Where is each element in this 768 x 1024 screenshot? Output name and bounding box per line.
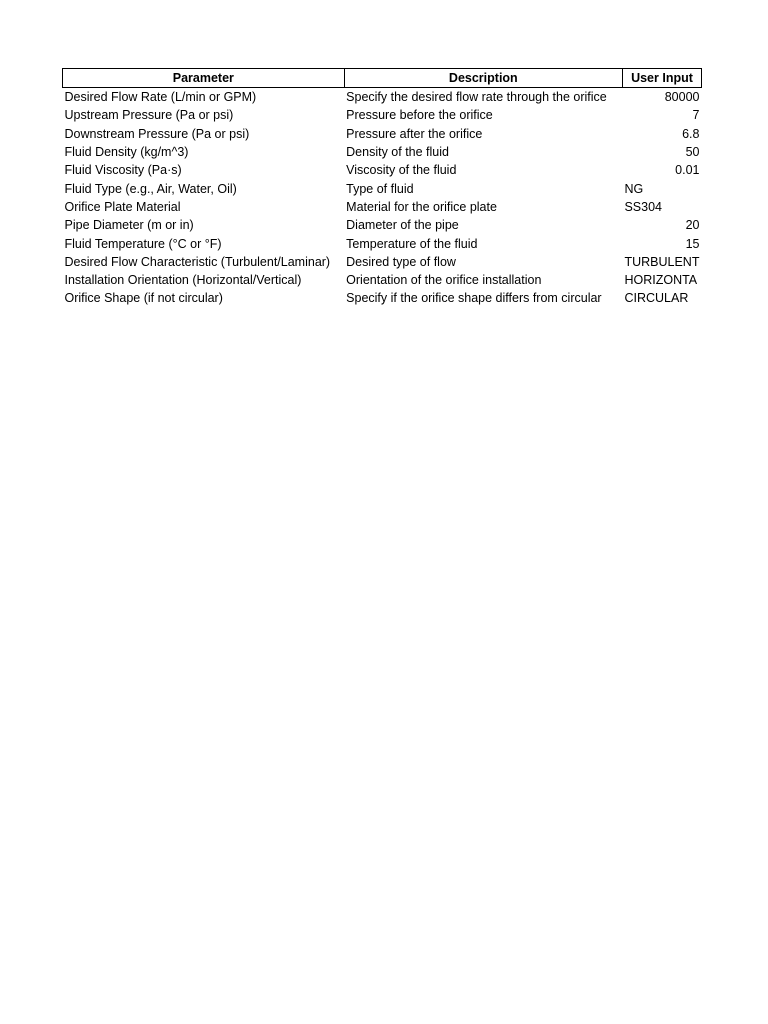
cell-user-input: 7	[692, 108, 700, 123]
cell-parameter: Fluid Type (e.g., Air, Water, Oil)	[64, 181, 237, 196]
cell-parameter: Upstream Pressure (Pa or psi)	[64, 108, 234, 123]
cell-description: Material for the orifice plate	[346, 199, 497, 214]
cell-user-input: 80000	[664, 90, 700, 105]
cell-description: Density of the fluid	[346, 145, 449, 160]
header-parameter: Parameter	[63, 69, 345, 88]
cell-parameter: Desired Flow Rate (L/min or GPM)	[64, 90, 257, 105]
table-header-row	[63, 69, 702, 88]
cell-parameter: Fluid Viscosity (Pa·s)	[64, 163, 182, 178]
table-row	[63, 253, 702, 271]
cell-user-input: TURBULENT	[624, 254, 700, 269]
cell-parameter: Orifice Shape (if not circular)	[64, 291, 223, 306]
spreadsheet-page	[62, 68, 702, 308]
cell-parameter: Downstream Pressure (Pa or psi)	[64, 126, 250, 141]
cell-parameter: Orifice Plate Material	[64, 199, 181, 214]
cell-user-input: 50	[685, 145, 700, 160]
cell-user-input: 15	[685, 236, 700, 251]
table-row	[63, 234, 702, 252]
cell-parameter: Fluid Density (kg/m^3)	[64, 145, 189, 160]
table-row	[63, 88, 702, 107]
table-row	[63, 179, 702, 197]
cell-user-input: 0.01	[675, 163, 700, 178]
cell-parameter: Pipe Diameter (m or in)	[64, 218, 194, 233]
cell-description: Viscosity of the fluid	[346, 163, 457, 178]
header-user-input: User Input	[622, 69, 701, 88]
table-row	[63, 161, 702, 179]
table-row	[63, 143, 702, 161]
cell-parameter: Fluid Temperature (°C or °F)	[64, 236, 222, 251]
cell-user-input: NG	[624, 181, 644, 196]
table-row	[63, 289, 702, 307]
cell-description: Specify the desired flow rate through the orifice	[346, 90, 607, 105]
header-description: Description	[344, 69, 622, 88]
parameter-table	[62, 68, 702, 308]
cell-description: Pressure before the orifice	[346, 108, 493, 123]
cell-user-input: SS304	[624, 199, 662, 214]
cell-parameter: Installation Orientation (Horizontal/Vertical)	[64, 273, 302, 288]
cell-parameter: Desired Flow Characteristic (Turbulent/Laminar)	[64, 254, 331, 269]
table-row	[63, 106, 702, 124]
cell-user-input: 6.8	[682, 126, 700, 141]
cell-description: Desired type of flow	[346, 254, 456, 269]
cell-user-input: CIRCULAR	[624, 291, 689, 306]
cell-description: Pressure after the orifice	[346, 126, 483, 141]
table-row	[63, 216, 702, 234]
cell-description: Orientation of the orifice installation	[346, 273, 542, 288]
table-row	[63, 271, 702, 289]
cell-description: Temperature of the fluid	[346, 236, 478, 251]
cell-user-input: 20	[685, 218, 700, 233]
table-body	[63, 88, 702, 308]
cell-description: Diameter of the pipe	[346, 218, 459, 233]
cell-description: Specify if the orifice shape differs from circular	[346, 291, 602, 306]
table-row	[63, 198, 702, 216]
cell-user-input: HORIZONTA	[624, 273, 698, 288]
table-row	[63, 125, 702, 143]
cell-description: Type of fluid	[346, 181, 414, 196]
